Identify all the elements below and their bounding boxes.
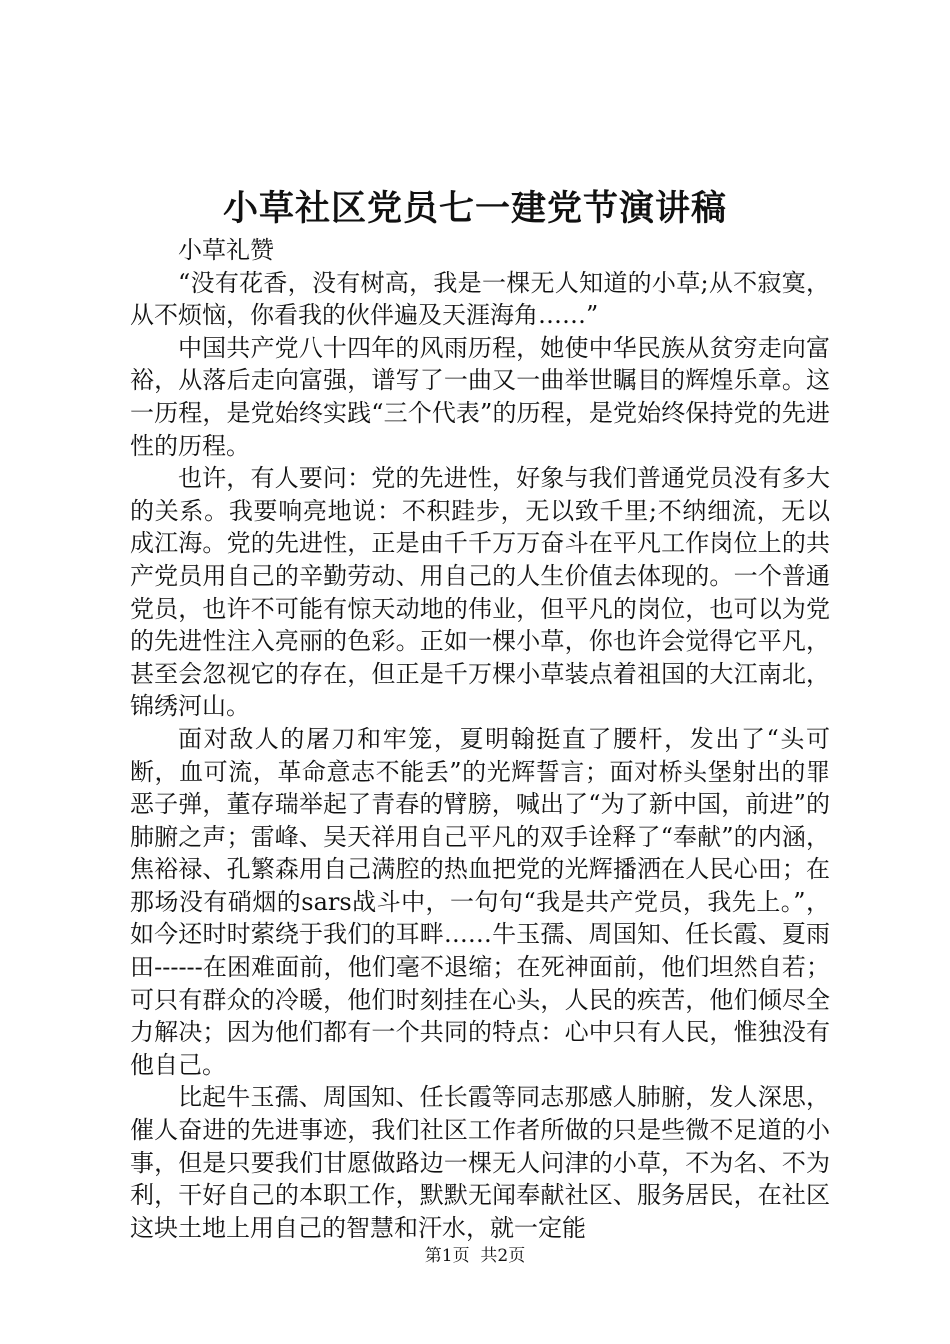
document-body — [130, 234, 830, 1244]
document-title: 小草社区党员七一建党节演讲稿 — [222, 188, 727, 229]
paragraph-quote: “没有花香，没有树高，我是一棵无人知道的小草;从不寂寞，从不烦恼，你看我的伙伴遍及天涯海角……” — [130, 268, 830, 330]
page-number: 第1页 — [424, 1246, 470, 1266]
paragraph: 也许，有人要问：党的先进性，好象与我们普通党员没有多大的关系。我要响亮地说：不积跬步，无以致千里;不纳细流，无以成江海。党的先进性，正是由千千万万奋斗在平凡工作岗位上的共产党员用自己的辛勤劳动、用自己的人生价值去体现的。一个普通党员，也许不可能有惊天动地的伟业，但平凡的岗位，也可以为党的先进性注入亮丽的色彩。正如一棵小草，你也许会觉得它平凡，甚至会忽视它的存在，但正是千万棵小草装点着祖国的大江南北，锦绣河山。 — [130, 464, 830, 721]
paragraph: 面对敌人的屠刀和牢笼，夏明翰挺直了腰杆，发出了“头可断，血可流，革命意志不能丢”的光辉誓言；面对桥头堡射出的罪恶子弹，董存瑞举起了青春的臂膀，喊出了“为了新中国，前进”的肺腑之声；雷峰、吴天祥用自己平凡的双手诠释了“奉献”的内涵，焦裕禄、孔繁森用自己满腔的热血把党的光辉播洒在人民心田；在那场没有硝烟的sars战斗中，一句句“我是共产党员，我先上。”，如今还时时萦绕于我们的耳畔……牛玉孺、周国知、任长霞、夏雨田------在困难面前，他们毫不退缩；在死神面前，他们坦然自若；可只有群众的冷暖，他们时刻挂在心头，人民的疾苦，他们倾尽全力解决；因为他们都有一个共同的特点：心中只有人民，惟独没有他自己。 — [130, 724, 830, 1079]
paragraph: 比起牛玉孺、周国知、任长霞等同志那感人肺腑，发人深思，催人奋进的先进事迹，我们社区工作者所做的只是些微不足道的小事，但是只要我们甘愿做路边一棵无人问津的小草，不为名、不为利，干好自己的本职工作，默默无闻奉献社区、服务居民，在社区这块土地上用自己的智慧和汗水，就一定能 — [130, 1083, 830, 1242]
paragraph-heading: 小草礼赞 — [178, 236, 274, 264]
page-total: 共2页 — [480, 1246, 526, 1266]
paragraph: 中国共产党八十四年的风雨历程，她使中华民族从贫穷走向富裕，从落后走向富强，谱写了一曲又一曲举世瞩目的辉煌乐章。这一历程，是党始终实践“三个代表”的历程，是党始终保持党的先进性的历程。 — [130, 333, 830, 460]
page-footer — [0, 1244, 950, 1268]
